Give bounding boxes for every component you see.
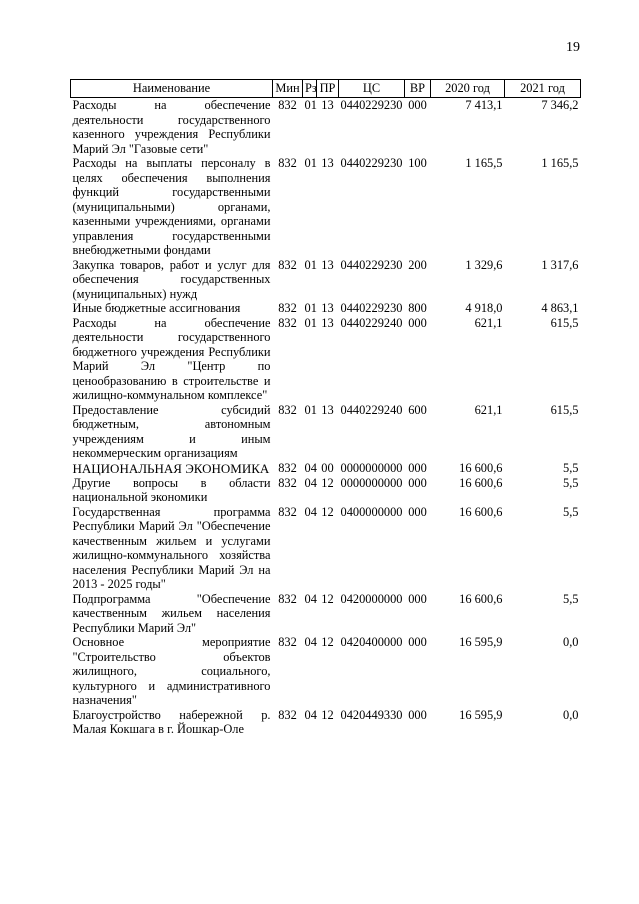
cell-2020: 1 329,6: [465, 257, 503, 272]
cell-vr: 000: [408, 315, 427, 330]
cell-min: 832: [278, 98, 297, 112]
cell-name: Благоустройство набережной р. Малая Кокшага в г. Йошкар-Оле: [72, 707, 271, 736]
cell-2021: 1 165,5: [541, 156, 579, 170]
cell-rz: 04: [304, 475, 317, 490]
cell-2021: 0,0: [563, 635, 579, 649]
cell-2020: 16 595,9: [459, 635, 503, 649]
header-vr: ВР: [405, 80, 431, 98]
cell-pr: 13: [321, 257, 334, 272]
cell-2020: 16 600,6: [459, 591, 503, 606]
cell-vr: 000: [408, 707, 427, 722]
cell-pr: 13: [321, 301, 334, 315]
cell-min: 832: [278, 460, 297, 475]
cell-name: Другие вопросы в области национальной экономики: [72, 475, 271, 504]
cell-2021: 615,5: [550, 315, 579, 330]
cell-rz: 04: [304, 504, 317, 519]
cell-pr: 12: [321, 504, 334, 519]
cell-2020: 4 918,0: [465, 301, 503, 315]
header-2021: 2021 год: [505, 80, 581, 98]
cell-pr: 12: [321, 591, 334, 606]
cell-vr: 000: [408, 504, 427, 519]
cell-min: 832: [278, 156, 297, 170]
cell-name: Основное мероприятие "Строительство объектов жилищного, социального, культурного и административного назначения": [72, 635, 271, 707]
cell-min: 832: [278, 257, 297, 272]
cell-vr: 000: [408, 460, 427, 475]
cell-vr: 000: [408, 635, 427, 649]
cell-rz: 01: [304, 257, 317, 272]
cell-name: Расходы на обеспечение деятельности государственного казенного учреждения Республики Марий Эл "Газовые сети": [72, 98, 271, 156]
cell-vr: 800: [408, 301, 427, 315]
header-pr: ПР: [317, 80, 339, 98]
budget-table: [70, 79, 581, 737]
cell-name: НАЦИОНАЛЬНАЯ ЭКОНОМИКА: [72, 460, 270, 476]
table-row: [71, 316, 581, 403]
table-row: [71, 403, 581, 461]
cell-min: 832: [278, 475, 297, 490]
cell-min: 832: [278, 707, 297, 722]
cell-cs: 0440229240: [340, 402, 403, 417]
cell-cs: 0440229230: [340, 301, 403, 315]
header-2020: 2020 год: [431, 80, 505, 98]
table-row: [71, 98, 581, 157]
cell-2020: 621,1: [474, 315, 503, 330]
cell-2021: 5,5: [563, 475, 579, 490]
cell-rz: 01: [304, 156, 317, 170]
header-cs: ЦС: [339, 80, 405, 98]
cell-2021: 0,0: [563, 707, 579, 722]
cell-cs: 0440229240: [340, 315, 403, 330]
cell-pr: 12: [321, 635, 334, 649]
cell-name: Закупка товаров, работ и услуг для обеспечения государственных (муниципальных) нужд: [72, 257, 271, 301]
cell-cs: 0400000000: [340, 504, 403, 519]
cell-pr: 12: [321, 475, 334, 490]
cell-2021: 4 863,1: [541, 301, 579, 315]
table-header-row: [71, 80, 581, 98]
cell-2020: 16 595,9: [459, 707, 503, 722]
cell-2020: 16 600,6: [459, 504, 503, 519]
cell-vr: 000: [408, 591, 427, 606]
table-row: [71, 592, 581, 636]
cell-name: Иные бюджетные ассигнования: [72, 301, 241, 315]
table-row: [71, 156, 581, 258]
cell-min: 832: [278, 504, 297, 519]
cell-2021: 5,5: [563, 591, 579, 606]
cell-2021: 615,5: [550, 402, 579, 417]
cell-pr: 13: [321, 156, 334, 170]
page-number: 19: [566, 40, 580, 55]
cell-pr: 12: [321, 707, 334, 722]
cell-pr: 00: [321, 460, 334, 475]
table-row: [71, 505, 581, 592]
cell-cs: 0000000000: [340, 475, 403, 490]
cell-cs: 0000000000: [340, 460, 403, 475]
cell-rz: 01: [304, 301, 317, 315]
cell-vr: 100: [408, 156, 427, 170]
cell-cs: 0440229230: [340, 257, 403, 272]
cell-2020: 16 600,6: [459, 475, 503, 490]
table-row: [71, 476, 581, 505]
cell-2020: 1 165,5: [465, 156, 503, 170]
cell-rz: 01: [304, 402, 317, 417]
cell-cs: 0420400000: [340, 635, 403, 649]
table-row: [71, 635, 581, 708]
cell-min: 832: [278, 301, 297, 315]
cell-name: Государственная программа Республики Марий Эл "Обеспечение качественным жильем и услугами жилищно-коммунального хозяйства населения Республики Марий Эл на 2013 - 2025 годы": [72, 504, 271, 591]
cell-cs: 0440229230: [340, 156, 403, 170]
cell-cs: 0420449330: [340, 707, 403, 722]
cell-vr: 200: [408, 257, 427, 272]
table-row: [71, 708, 581, 737]
table-row: [71, 301, 581, 316]
cell-2021: 1 317,6: [541, 257, 579, 272]
header-rz: Рз: [303, 80, 317, 98]
cell-min: 832: [278, 591, 297, 606]
cell-rz: 04: [304, 707, 317, 722]
cell-2021: 5,5: [563, 504, 579, 519]
cell-vr: 000: [408, 475, 427, 490]
cell-pr: 13: [321, 315, 334, 330]
header-min: Мин: [273, 80, 303, 98]
cell-2021: 7 346,2: [541, 98, 579, 112]
cell-vr: 000: [408, 98, 427, 112]
cell-rz: 04: [304, 635, 317, 649]
cell-2021: 5,5: [563, 460, 579, 475]
cell-2020: 621,1: [474, 402, 503, 417]
cell-min: 832: [278, 315, 297, 330]
table-row: [71, 461, 581, 476]
table-row: [71, 258, 581, 302]
cell-min: 832: [278, 402, 297, 417]
cell-name: Расходы на выплаты персоналу в целях обеспечения выполнения функций государственными (муниципальными) органами, казенными учреждениями, органами управления государственными внебюджетными фондами: [72, 156, 271, 257]
cell-rz: 04: [304, 460, 317, 475]
header-name: Наименование: [71, 80, 273, 98]
cell-cs: 0420000000: [340, 591, 403, 606]
cell-pr: 13: [321, 402, 334, 417]
cell-vr: 600: [408, 402, 427, 417]
cell-2020: 16 600,6: [459, 460, 503, 475]
cell-2020: 7 413,1: [465, 98, 503, 112]
cell-rz: 01: [304, 98, 317, 112]
cell-pr: 13: [321, 98, 334, 112]
cell-min: 832: [278, 635, 297, 649]
cell-name: Предоставление субсидий бюджетным, автономным учреждениям и иным некоммерческим организациям: [72, 402, 271, 460]
cell-name: Расходы на обеспечение деятельности государственного бюджетного учреждения Республики Марий Эл "Центр по ценообразованию в строительстве и жилищно-коммунальном комплексе": [72, 315, 271, 402]
cell-name: Подпрограмма "Обеспечение качественным жильем населения Республики Марий Эл": [72, 591, 271, 635]
cell-rz: 04: [304, 591, 317, 606]
cell-rz: 01: [304, 315, 317, 330]
cell-cs: 0440229230: [340, 98, 403, 112]
